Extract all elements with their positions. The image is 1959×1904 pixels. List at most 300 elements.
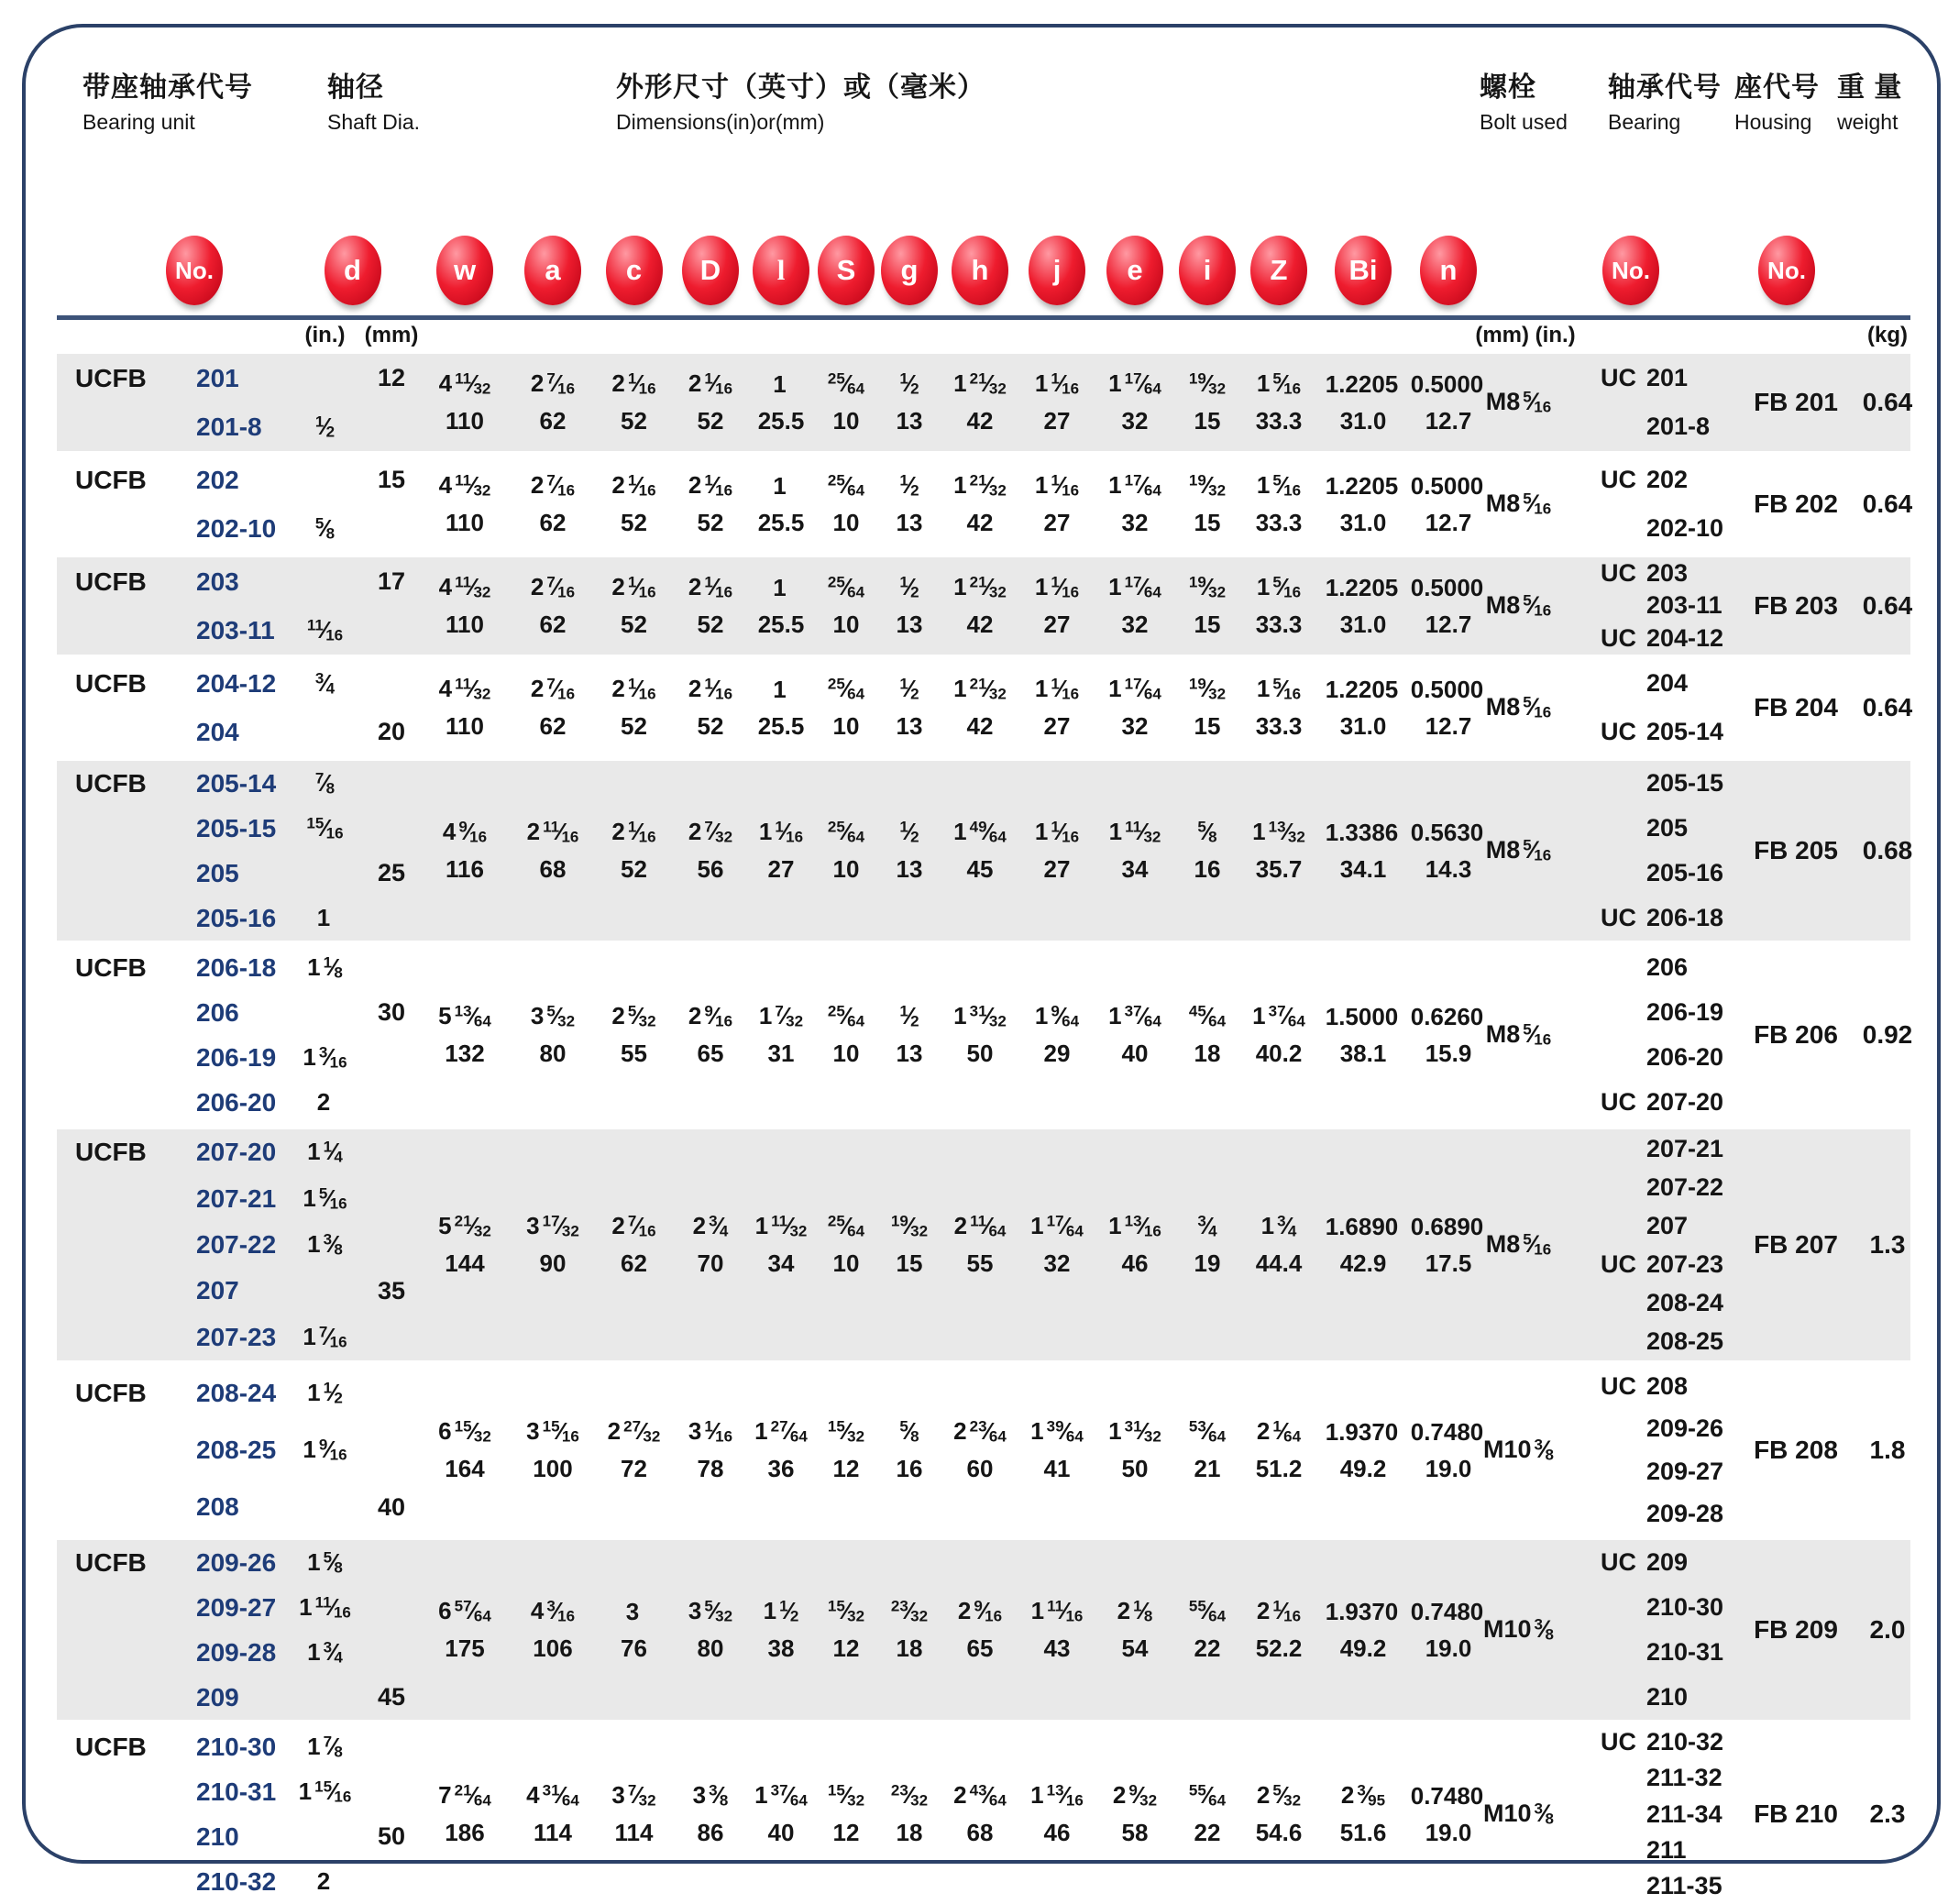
shaft-dia-in-row	[286, 402, 364, 451]
unit-row	[149, 1315, 286, 1360]
dim-Bi	[1318, 354, 1408, 451]
shaft-dia-mm-col	[364, 1540, 419, 1720]
prefix-row	[57, 557, 149, 606]
bearing-row	[1590, 557, 1736, 589]
shaft-dia-mm-col	[364, 354, 419, 451]
dim-Bi	[1318, 659, 1408, 756]
dim-e-mm: 32	[1121, 406, 1149, 435]
shaft-dia-in: $^7$⁄8	[314, 768, 336, 798]
dim-g-inch: $^{23}$⁄32	[890, 1597, 929, 1625]
shaft-dia-in-col	[286, 1724, 364, 1904]
dim-h-mm: 42	[966, 711, 994, 740]
header-dimensions-en: Dimensions(in)or(mm)	[616, 110, 825, 134]
dim-j-inch: 1 $^1$⁄16	[1034, 369, 1080, 398]
bearing-row	[1590, 1796, 1736, 1832]
bearing-row	[1590, 1724, 1736, 1760]
dim-D	[673, 659, 748, 756]
bearing-row	[1590, 1129, 1736, 1168]
dim-a-inch: 3 $^{15}$⁄16	[526, 1417, 579, 1446]
dim-a-inch: 3 $^{17}$⁄32	[526, 1212, 579, 1240]
prefix-row	[57, 1315, 149, 1360]
dim-h-inch: 2 $^{11}$⁄64	[953, 1212, 1007, 1240]
shaft-dia-in-row	[286, 659, 364, 708]
dim-n-mm: 12.7	[1425, 610, 1472, 638]
dim-Z-inch: 1 $^5$⁄16	[1256, 573, 1302, 601]
header-bearing-zh: 轴承代号	[1608, 72, 1722, 103]
dim-g-mm: 18	[896, 1634, 923, 1662]
dim-a-mm: 62	[539, 508, 567, 536]
badge-cell	[878, 236, 941, 305]
dim-w-inch: 4 $^{11}$⁄32	[438, 675, 491, 703]
dim-n	[1408, 557, 1489, 655]
dim-Bi-inch: 1.3386	[1325, 818, 1399, 846]
dim-c-inch: 3	[625, 1597, 640, 1625]
column-badge-No: No.	[166, 236, 223, 305]
unit-row	[149, 1268, 286, 1314]
badge-cell	[149, 236, 286, 305]
dim-j	[1019, 1365, 1095, 1535]
unit-number: 207-20	[196, 1138, 277, 1167]
unit-number: 210-32	[196, 1866, 277, 1896]
dim-Z-inch: 1 $^5$⁄16	[1256, 369, 1302, 398]
dim-a	[511, 1540, 595, 1720]
prefix-row	[57, 1675, 149, 1720]
series-prefix-col	[57, 945, 149, 1125]
shaft-dia-mm-row	[364, 402, 419, 451]
bearing-number: 210-30	[1646, 1593, 1724, 1621]
housing-number: FB 207	[1754, 1230, 1838, 1259]
dim-w	[419, 659, 511, 756]
dim-a-inch: 2 $^7$⁄16	[530, 573, 576, 601]
dim-D-mm: 80	[697, 1634, 724, 1662]
prefix-row	[57, 1268, 149, 1314]
housing-number: FB 206	[1754, 1020, 1838, 1049]
dim-i	[1175, 1365, 1239, 1535]
dim-l-inch: 1	[773, 675, 787, 703]
shaft-dia-in-col	[286, 659, 364, 756]
dim-l	[748, 1129, 814, 1360]
dim-Z-inch: 1 $^5$⁄16	[1256, 471, 1302, 500]
unit-no-col	[149, 557, 286, 655]
dim-Z-mm: 35.7	[1255, 854, 1303, 883]
badge-cell	[1239, 236, 1318, 305]
shaft-dia-in: $^{11}$⁄16	[306, 615, 344, 644]
dim-n-inch: 0.5000	[1410, 471, 1484, 500]
shaft-dia-mm-row	[364, 557, 419, 606]
shaft-dia-in-col	[286, 1365, 364, 1535]
unit-row	[149, 1035, 286, 1080]
bearing-number: 201-8	[1646, 413, 1711, 440]
dim-a	[511, 1129, 595, 1360]
shaft-dia-mm: 15	[377, 466, 406, 493]
dim-D-inch: 2 $^7$⁄32	[688, 818, 733, 846]
unit-row	[149, 990, 286, 1035]
dim-e	[1095, 659, 1175, 756]
bearing-number: 211-35	[1646, 1871, 1722, 1899]
prefix-row	[57, 1422, 149, 1479]
unit-no-col	[149, 354, 286, 451]
header-housing	[1734, 64, 1820, 135]
unit-number: 203	[196, 567, 239, 596]
spec-row-group-204	[57, 659, 1913, 756]
dim-i-mm: 21	[1194, 1454, 1221, 1482]
dim-Z-mm: 33.3	[1255, 711, 1303, 740]
dim-i-mm: 18	[1194, 1039, 1221, 1067]
bolt-used	[1485, 354, 1590, 451]
bearing-row	[1590, 1408, 1736, 1451]
unit-number: 209-27	[196, 1592, 277, 1622]
dim-h	[941, 1129, 1019, 1360]
header-bearing-unit-en: Bearing unit	[83, 110, 195, 134]
shaft-dia-mm: 50	[377, 1822, 406, 1850]
dim-Bi-inch: 2 $^3$⁄95	[1340, 1781, 1386, 1810]
dim-e-mm: 46	[1121, 1249, 1149, 1277]
unit-row	[149, 1859, 286, 1904]
dim-c	[595, 1540, 673, 1720]
prefix-row	[57, 1724, 149, 1769]
dim-a-inch: 3 $^5$⁄32	[530, 1002, 576, 1030]
badge-cell	[286, 236, 419, 305]
housing-number: FB 204	[1754, 693, 1838, 721]
column-badge-d: d	[325, 236, 381, 305]
unit-no-col	[149, 1129, 286, 1360]
shaft-dia-in-row	[286, 354, 364, 402]
bearing-number: 211-32	[1646, 1764, 1722, 1792]
dim-Z-mm: 33.3	[1255, 508, 1303, 536]
dim-h-mm: 42	[966, 508, 994, 536]
dim-h-mm: 65	[966, 1634, 994, 1662]
bearing-no-col	[1590, 1129, 1736, 1360]
badge-cell	[748, 236, 814, 305]
dim-h-mm: 68	[966, 1818, 994, 1846]
dim-n	[1408, 1724, 1489, 1904]
shaft-dia-in: 1 $^7$⁄8	[307, 1732, 343, 1761]
prefix-row	[57, 402, 149, 451]
bolt-size: M8 $^5$⁄16	[1485, 693, 1552, 721]
dim-w-mm: 164	[445, 1454, 485, 1482]
prefix-row	[57, 606, 149, 655]
dim-e-mm: 58	[1121, 1818, 1149, 1846]
unit-row	[149, 1365, 286, 1422]
dim-g	[878, 456, 941, 553]
dim-g-mm: 13	[896, 610, 923, 638]
dim-i-mm: 15	[1194, 406, 1221, 435]
dim-e-mm: 32	[1121, 610, 1149, 638]
dim-S-mm: 10	[832, 711, 860, 740]
dim-e-inch: 1 $^{37}$⁄64	[1108, 1002, 1161, 1030]
shaft-dia-in-col	[286, 1540, 364, 1720]
column-badge-j: j	[1029, 236, 1085, 305]
dim-n-mm: 19.0	[1425, 1454, 1472, 1482]
dim-i-inch: $^{19}$⁄32	[1188, 471, 1227, 500]
dim-i-mm: 15	[1194, 610, 1221, 638]
dim-h-mm: 45	[966, 854, 994, 883]
table-header	[57, 64, 1910, 167]
unit-number: 206	[196, 997, 239, 1027]
shaft-dia-in: 1 $^{11}$⁄16	[299, 1592, 351, 1622]
bearing-number: 209	[1646, 1548, 1689, 1576]
bearing-uc-prefix: UC	[1601, 1249, 1636, 1278]
shaft-dia-in-row	[286, 990, 364, 1035]
dim-g	[878, 945, 941, 1125]
shaft-dia-in-row	[286, 1630, 364, 1675]
dim-c-inch: 2 $^5$⁄32	[611, 1002, 656, 1030]
dim-n-inch: 0.5630	[1410, 818, 1484, 846]
dim-Bi	[1318, 1724, 1408, 1904]
dim-c-inch: 2 $^7$⁄16	[611, 1212, 656, 1240]
dim-w-mm: 116	[446, 854, 484, 883]
unit-number: 201	[196, 363, 239, 392]
shaft-dia-in-row	[286, 806, 364, 851]
dim-a-inch: 2 $^7$⁄16	[530, 471, 576, 500]
dim-Z	[1239, 1724, 1318, 1904]
dim-S	[814, 456, 878, 553]
shaft-dia-in: 1 $^{15}$⁄16	[298, 1777, 352, 1806]
dim-c	[595, 354, 673, 451]
series-prefix-col	[57, 659, 149, 756]
dim-l-mm: 25.5	[757, 508, 805, 536]
dim-Z-mm: 33.3	[1255, 610, 1303, 638]
prefix-row	[57, 1479, 149, 1535]
shaft-dia-in: 1 $^1$⁄4	[307, 1138, 343, 1166]
unit-row	[149, 1724, 286, 1769]
dim-c	[595, 945, 673, 1125]
dim-D	[673, 557, 748, 655]
prefix-row	[57, 504, 149, 553]
column-badge-w: w	[436, 236, 493, 305]
header-weight-zh: 重 量	[1837, 72, 1903, 103]
column-badge-a: a	[524, 236, 581, 305]
dim-Z-inch: 1 $^3$⁄4	[1260, 1212, 1297, 1240]
shaft-dia-mm-row	[364, 504, 419, 553]
unit-row	[149, 1675, 286, 1720]
weight-value: 0.92	[1862, 1020, 1913, 1049]
dim-l	[748, 354, 814, 451]
dim-i-inch: $^{55}$⁄64	[1188, 1781, 1227, 1810]
dim-S	[814, 1724, 878, 1904]
shaft-dia-in-col	[286, 557, 364, 655]
shaft-dia-in-col	[286, 354, 364, 451]
column-badge-Z: Z	[1250, 236, 1307, 305]
dim-i	[1175, 659, 1239, 756]
bolt-used	[1483, 1365, 1590, 1535]
shaft-dia-mm-row	[364, 1315, 419, 1360]
dim-a	[511, 354, 595, 451]
dim-e-inch: 1 $^{17}$⁄64	[1108, 675, 1161, 703]
shaft-dia-in-row	[286, 1175, 364, 1221]
dim-c-mm: 52	[621, 508, 647, 536]
dim-Bi-mm: 49.2	[1339, 1634, 1387, 1662]
series-prefix-col	[57, 761, 149, 941]
shaft-dia-in: 2	[316, 1088, 331, 1116]
dim-i-mm: 16	[1194, 854, 1221, 883]
spec-row-group-206	[57, 945, 1913, 1125]
dim-h	[941, 1540, 1019, 1720]
bearing-no-col	[1590, 1724, 1736, 1904]
unit-number: 209-26	[196, 1547, 277, 1577]
dim-h-mm: 50	[966, 1039, 994, 1067]
spec-row-group-209	[57, 1540, 1910, 1720]
dim-e	[1095, 456, 1175, 553]
dim-g-inch: $^{23}$⁄32	[890, 1781, 929, 1810]
housing-number: FB 201	[1754, 388, 1838, 416]
dim-i-inch: $^{19}$⁄32	[1188, 675, 1227, 703]
dim-l-mm: 40	[767, 1818, 795, 1846]
dim-n-inch: 0.5000	[1410, 369, 1484, 398]
dim-a-mm: 114	[534, 1818, 572, 1846]
prefix-row	[57, 1585, 149, 1630]
dim-j-inch: 1 $^1$⁄16	[1034, 675, 1080, 703]
bearing-row	[1590, 1760, 1736, 1796]
bearing-number: 206-20	[1646, 1043, 1724, 1071]
dim-n	[1408, 1365, 1489, 1535]
dim-n	[1408, 1129, 1489, 1360]
housing-number: FB 205	[1754, 836, 1838, 864]
dim-h	[941, 557, 1019, 655]
bearing-number: 202	[1646, 466, 1689, 493]
shaft-dia-mm-col	[364, 1129, 419, 1360]
shaft-dia-in: $^3$⁄4	[314, 668, 336, 698]
shaft-dia-mm: 35	[377, 1276, 406, 1304]
dim-D-inch: 3 $^1$⁄16	[688, 1417, 733, 1446]
bearing-no-col	[1590, 557, 1736, 655]
dim-i-inch: $^{55}$⁄64	[1188, 1597, 1227, 1625]
dim-j-mm: 27	[1043, 854, 1071, 883]
dim-n	[1408, 945, 1489, 1125]
shaft-dia-in-row	[286, 1035, 364, 1080]
unit-row	[149, 1585, 286, 1630]
prefix-row	[57, 456, 149, 504]
dim-l-inch: 1 $^7$⁄32	[758, 1002, 804, 1030]
dim-i-inch: $^5$⁄8	[1197, 818, 1217, 846]
dim-D-inch: 3 $^3$⁄8	[692, 1781, 729, 1810]
bolt-used	[1485, 557, 1590, 655]
series-prefix: UCFB	[75, 567, 147, 596]
dim-c-inch: 2 $^{27}$⁄32	[607, 1417, 661, 1446]
dim-l	[748, 761, 814, 941]
shaft-dia-in: 1	[316, 904, 331, 931]
dim-w	[419, 1724, 511, 1904]
bearing-number: 204	[1646, 669, 1689, 697]
dim-w-inch: 7 $^{21}$⁄64	[438, 1781, 491, 1810]
shaft-dia-mm-row	[364, 456, 419, 504]
bearing-row	[1590, 945, 1736, 990]
shaft-dia-in-row	[286, 1129, 364, 1175]
shaft-dia-in-row	[286, 1585, 364, 1630]
bearing-row	[1590, 990, 1736, 1035]
bearing-row	[1590, 851, 1736, 896]
dim-i-mm: 15	[1194, 508, 1221, 536]
dim-D-mm: 78	[697, 1454, 724, 1482]
shaft-dia-mm-row	[364, 659, 419, 708]
dim-a-mm: 68	[539, 854, 567, 883]
unit-label-d-inch: (in.)	[304, 323, 346, 347]
shaft-dia-in: 1 $^1$⁄2	[307, 1379, 343, 1407]
bearing-row	[1590, 1585, 1736, 1630]
badge-cell	[673, 236, 748, 305]
dim-D-inch: 3 $^5$⁄32	[688, 1597, 733, 1625]
prefix-row	[57, 1080, 149, 1125]
dim-j-inch: 1 $^1$⁄16	[1034, 471, 1080, 500]
shaft-dia-in-row	[286, 1422, 364, 1479]
badge-cell	[941, 236, 1019, 305]
bearing-row	[1590, 1540, 1736, 1585]
dim-i-mm: 19	[1194, 1249, 1221, 1277]
shaft-dia-mm-row	[364, 1479, 419, 1535]
unit-row	[149, 1129, 286, 1175]
dim-e-inch: 2 $^1$⁄8	[1117, 1597, 1153, 1625]
series-prefix: UCFB	[75, 1138, 147, 1167]
header-bearing-unit-zh: 带座轴承代号	[83, 72, 253, 103]
dim-S-inch: $^{25}$⁄64	[827, 1212, 865, 1240]
dim-l	[748, 659, 814, 756]
dim-c-mm: 114	[614, 1818, 654, 1846]
dim-a	[511, 1365, 595, 1535]
unit-no-col	[149, 1365, 286, 1535]
dim-i-inch: $^{19}$⁄32	[1188, 573, 1227, 601]
unit-number: 207	[196, 1276, 239, 1305]
dim-e-inch: 1 $^{17}$⁄64	[1108, 573, 1161, 601]
header-housing-en: Housing	[1734, 110, 1812, 134]
dim-e-mm: 54	[1121, 1634, 1149, 1662]
dim-g-inch: $^{19}$⁄32	[890, 1212, 929, 1240]
dim-Bi	[1318, 557, 1408, 655]
dim-w-inch: 6 $^{15}$⁄32	[438, 1417, 491, 1446]
dim-g-inch: $^1$⁄2	[899, 818, 919, 846]
weight-value: 2.0	[1869, 1615, 1906, 1644]
dim-n	[1408, 659, 1489, 756]
unit-no-col	[149, 945, 286, 1125]
dim-i	[1175, 456, 1239, 553]
bearing-uc-prefix: UC	[1601, 623, 1636, 652]
dim-j	[1019, 1129, 1095, 1360]
shaft-dia-mm-row	[364, 806, 419, 851]
dim-Bi-inch: 1.2205	[1325, 471, 1399, 500]
bearing-number: 201	[1646, 364, 1689, 391]
dim-S-inch: $^{25}$⁄64	[827, 818, 865, 846]
dim-Z-mm: 44.4	[1255, 1249, 1303, 1277]
dim-l	[748, 945, 814, 1125]
shaft-dia-in: $^5$⁄8	[314, 513, 336, 543]
dim-g-inch: $^1$⁄2	[899, 1002, 919, 1030]
dim-S-mm: 12	[832, 1634, 860, 1662]
dim-g	[878, 1540, 941, 1720]
dim-D-mm: 56	[697, 854, 724, 883]
bolt-size: M8 $^5$⁄16	[1485, 1020, 1552, 1049]
dim-n-inch: 0.6260	[1410, 1002, 1484, 1030]
shaft-dia-mm-row	[364, 990, 419, 1035]
dim-D	[673, 1129, 748, 1360]
bearing-number: 208-25	[1646, 1326, 1724, 1355]
prefix-row	[57, 945, 149, 990]
dim-g-mm: 16	[896, 1454, 923, 1482]
column-badge-D: D	[682, 236, 739, 305]
bearing-no-col	[1590, 1540, 1736, 1720]
dim-c-mm: 76	[621, 1634, 647, 1662]
bearing-number: 207-22	[1646, 1172, 1724, 1201]
dim-c-inch: 2 $^1$⁄16	[611, 369, 656, 398]
unit-number: 207-21	[196, 1183, 277, 1213]
unit-number: 201-8	[196, 412, 262, 441]
dim-l	[748, 1365, 814, 1535]
header-dimensions	[616, 64, 985, 135]
shaft-dia-mm-row	[364, 708, 419, 756]
dim-j	[1019, 945, 1095, 1125]
dim-a-inch: 2 $^{11}$⁄16	[526, 818, 579, 846]
dim-w	[419, 945, 511, 1125]
dim-D-inch: 2 $^1$⁄16	[688, 675, 733, 703]
dim-D-mm: 70	[697, 1249, 724, 1277]
